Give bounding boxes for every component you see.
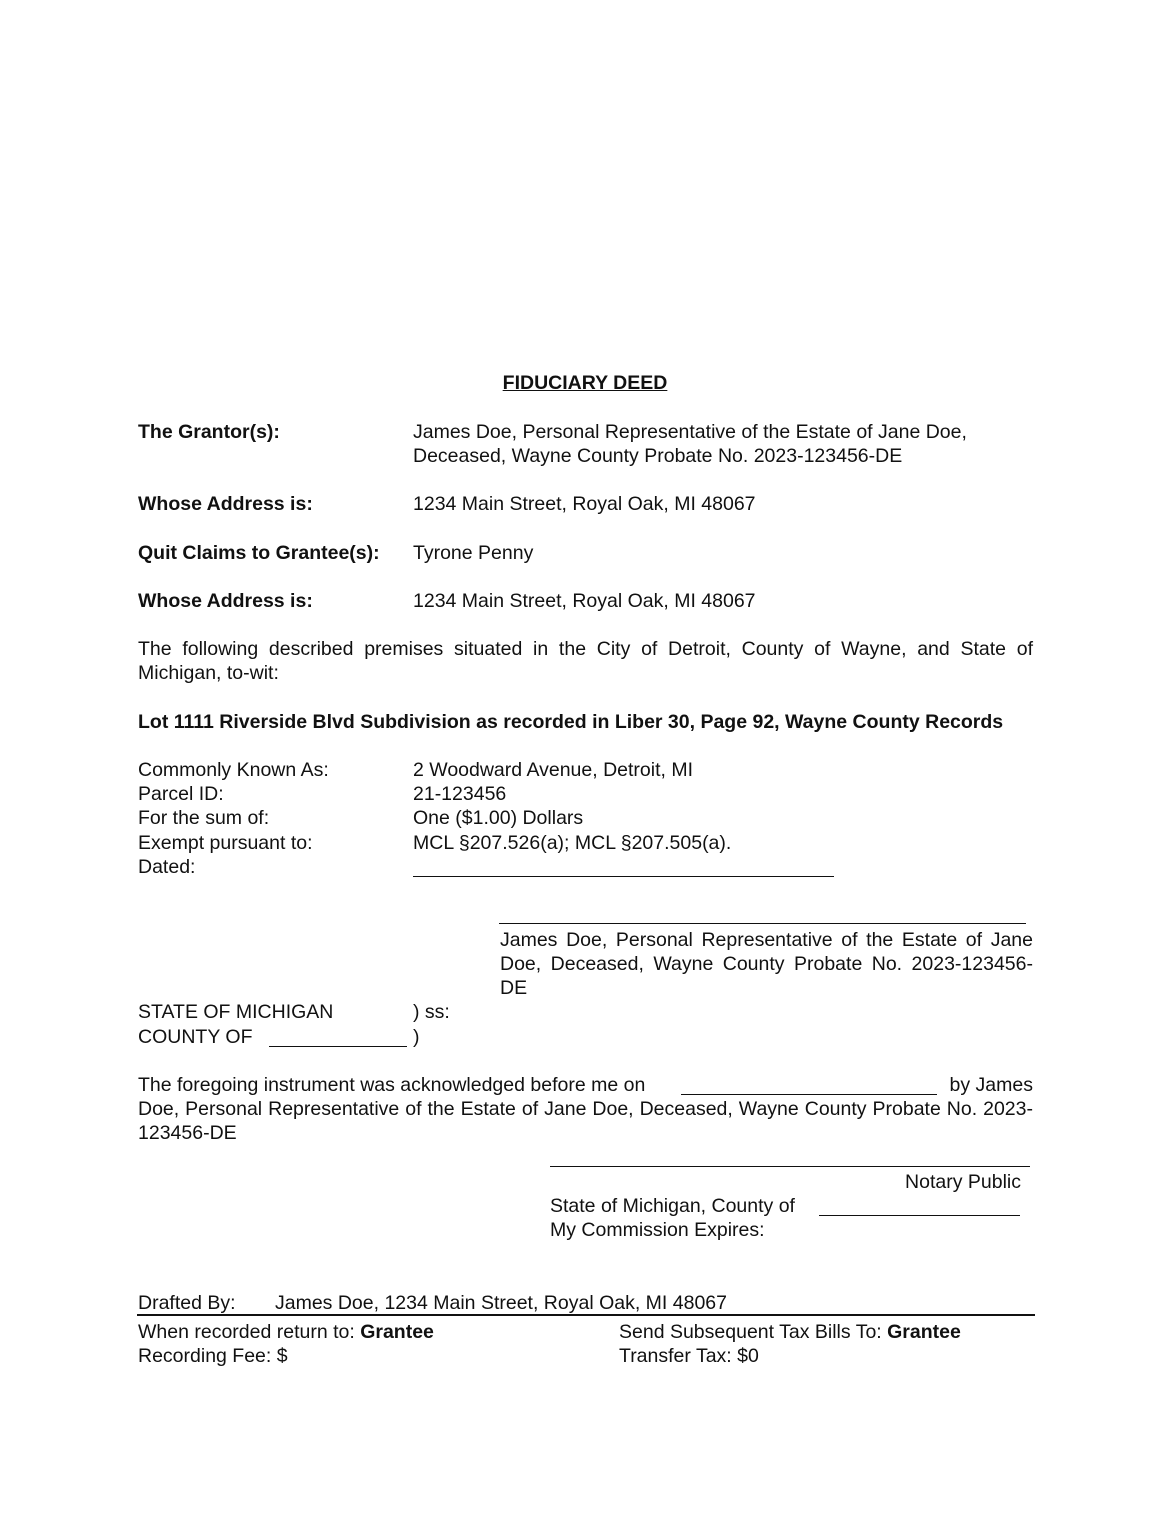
drafted-by-value: James Doe, 1234 Main Street, Royal Oak, MI 48067 [275, 1292, 727, 1314]
drafted-by-label: Drafted By: [138, 1292, 236, 1314]
venue-ss: ) ss: [413, 1001, 450, 1023]
return-to-value: Grantee [360, 1321, 434, 1343]
grantee-address-value: 1234 Main Street, Royal Oak, MI 48067 [413, 590, 756, 612]
ack-rest: Doe, Personal Representative of the Estate of Jane Doe, Deceased, Wayne County Probate No. 2023-123456-DE [138, 1098, 1033, 1144]
ack-date-blank-line [681, 1094, 937, 1095]
parcel-label: Parcel ID: [138, 783, 224, 805]
dated-blank-line [413, 876, 834, 877]
exempt-value: MCL §207.526(a); MCL §207.505(a). [413, 832, 732, 854]
venue-state: STATE OF MICHIGAN [138, 1001, 334, 1023]
grantor-line-1: James Doe, Personal Representative of the Estate of Jane Doe, [413, 421, 967, 443]
known-as-label: Commonly Known As: [138, 759, 329, 781]
venue-paren: ) [413, 1026, 420, 1048]
return-to-label: When recorded return to: [138, 1321, 355, 1343]
signature-block: James Doe, Personal Representative of the Estate of Jane Doe, Deceased, Wayne County Probate No. 2023-123456-DE [500, 929, 1033, 999]
notary-county: State of Michigan, County of [550, 1195, 795, 1217]
grantor-address-value: 1234 Main Street, Royal Oak, MI 48067 [413, 493, 756, 515]
document-title: FIDUCIARY DEED [502, 372, 668, 394]
grantee-address-label: Whose Address is: [138, 590, 313, 612]
transfer-tax: Transfer Tax: $0 [619, 1345, 759, 1367]
grantor-address-label: Whose Address is: [138, 493, 313, 515]
sum-value: One ($1.00) Dollars [413, 807, 584, 829]
tax-bills [619, 1320, 961, 1344]
recording-fee: Recording Fee: $ [138, 1345, 288, 1367]
signature-line [499, 923, 1026, 924]
county-blank-line [269, 1046, 407, 1047]
grantor-line-2: Deceased, Wayne County Probate No. 2023-123456-DE [413, 445, 903, 467]
ack-part-2: by James [949, 1074, 1033, 1096]
sum-label: For the sum of: [138, 807, 270, 829]
notary-title: Notary Public [905, 1171, 1021, 1193]
premises-intro: The following described premises situated in the City of Detroit, County of Wayne, and State of Michigan, to-wit: [138, 638, 1033, 684]
venue-county: COUNTY OF [138, 1026, 253, 1048]
notary-signature-line [550, 1166, 1030, 1167]
known-as-value: 2 Woodward Avenue, Detroit, MI [413, 759, 694, 781]
notary-commission: My Commission Expires: [550, 1219, 765, 1241]
grantor-label: The Grantor(s): [138, 421, 280, 443]
ack-part-1: The foregoing instrument was acknowledged before me on [138, 1074, 646, 1096]
notary-county-blank-line [819, 1215, 1020, 1216]
tax-bills-value: Grantee [887, 1321, 961, 1343]
dated-label: Dated: [138, 856, 196, 878]
parcel-value: 21-123456 [413, 783, 507, 805]
legal-description: Lot 1111 Riverside Blvd Subdivision as recorded in Liber 30, Page 92, Wayne County Records [138, 711, 1004, 733]
exempt-label: Exempt pursuant to: [138, 832, 313, 854]
grantee-value: Tyrone Penny [413, 542, 534, 564]
footer-divider [137, 1314, 1035, 1316]
grantee-label: Quit Claims to Grantee(s): [138, 542, 380, 564]
tax-bills-label: Send Subsequent Tax Bills To: [619, 1321, 882, 1343]
return-to [138, 1320, 434, 1344]
